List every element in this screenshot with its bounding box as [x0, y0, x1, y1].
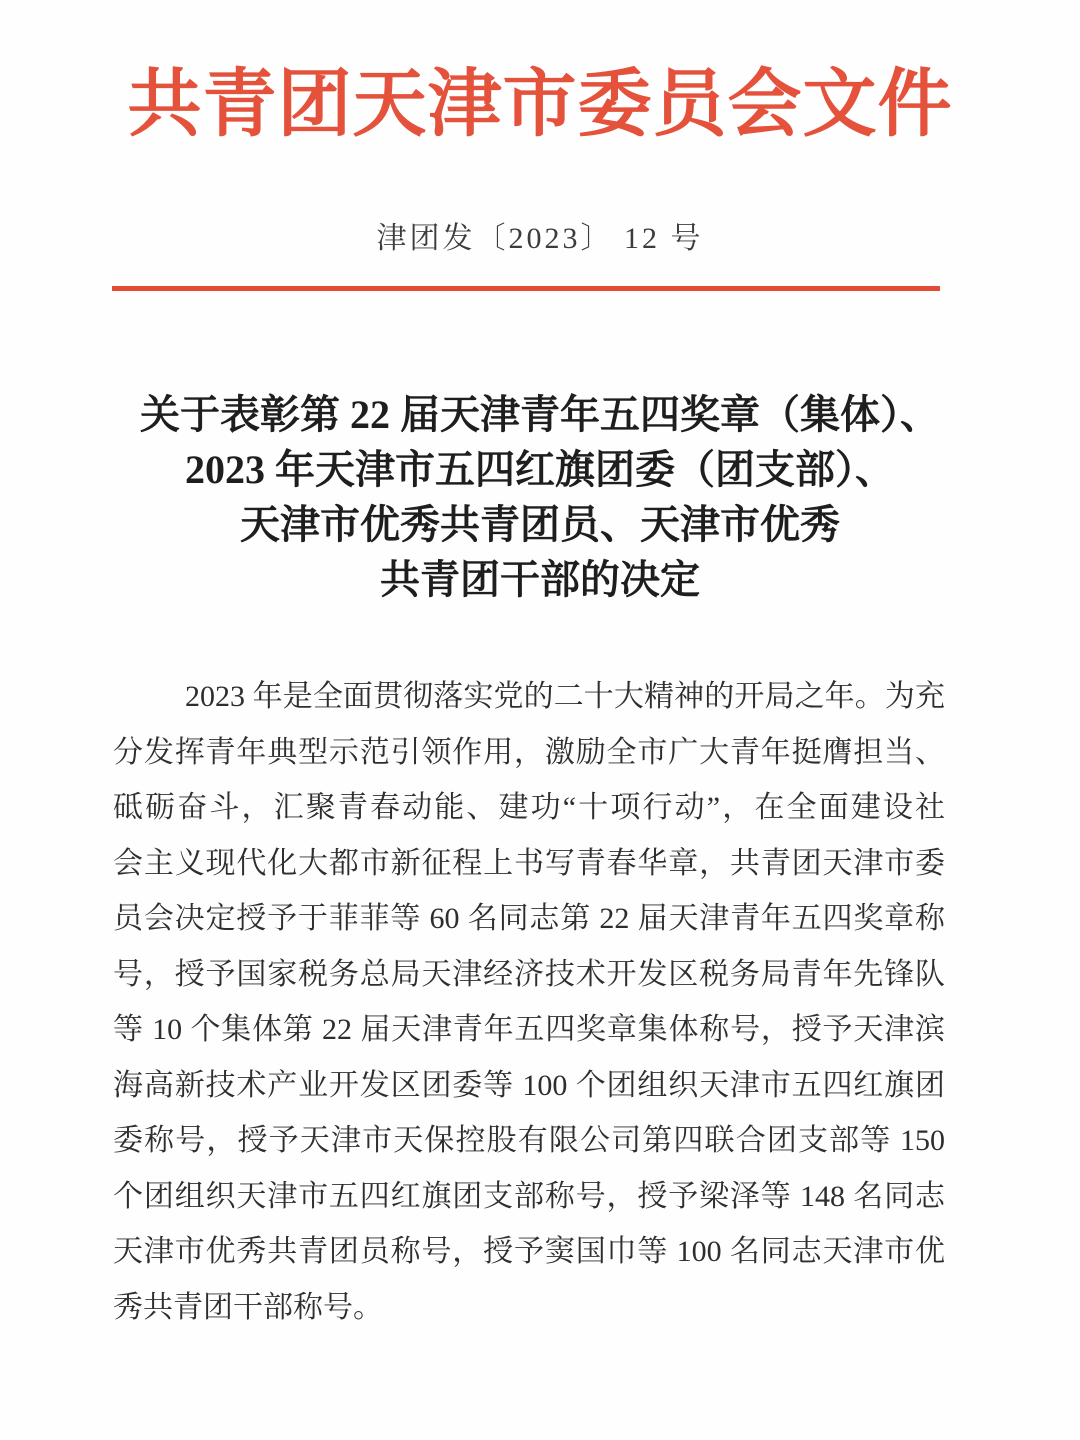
document-title-line: 共青团干部的决定	[380, 557, 700, 602]
document-body-line: 会主义现代化大都市新征程上书写青春华章，共青团天津市委	[113, 846, 945, 880]
document-number: 津团发〔2023〕 12 号	[376, 222, 704, 255]
document-body-line: 天津市优秀共青团员称号，授予窦国巾等 100 名同志天津市优	[113, 1235, 945, 1268]
document-body-line: 砥砺奋斗，汇聚青春动能、建功“十项行动”，在全面建设社	[113, 791, 945, 824]
document-body-line: 号，授予国家税务总局天津经济技术开发区税务局青年先锋队	[113, 957, 945, 991]
document-body-line: 分发挥青年典型示范引领作用，激励全市广大青年挺膺担当、	[113, 735, 945, 769]
document-body-line: 员会决定授予于菲菲等 60 名同志第 22 届天津青年五四奖章称	[113, 902, 945, 935]
document-title-line: 天津市优秀共青团员、天津市优秀	[240, 502, 840, 547]
red-divider-line	[112, 286, 940, 291]
document-title-line: 2023 年天津市五四红旗团委（团支部）、	[185, 447, 895, 492]
document-body-line: 2023 年是全面贯彻落实党的二十大精神的开局之年。为充	[185, 680, 945, 713]
document-body-line: 等 10 个集体第 22 届天津青年五四奖章集体称号，授予天津滨	[113, 1013, 945, 1046]
document-body-line: 海高新技术产业开发区团委等 100 个团组织天津市五四红旗团	[113, 1068, 945, 1102]
document-body-line: 个团组织天津市五四红旗团支部称号，授予梁泽等 148 名同志	[113, 1179, 945, 1213]
document-title-line: 关于表彰第 22 届天津青年五四奖章（集体）、	[140, 392, 940, 437]
document-title	[0, 387, 1080, 607]
document-body-paragraph	[113, 669, 945, 1335]
document-body-line: 秀共青团干部称号。	[113, 1290, 383, 1324]
document-body-line: 委称号，授予天津市天保控股有限公司第四联合团支部等 150	[113, 1124, 945, 1157]
letterhead-org-title: 共青团天津市委员会文件	[127, 64, 953, 146]
